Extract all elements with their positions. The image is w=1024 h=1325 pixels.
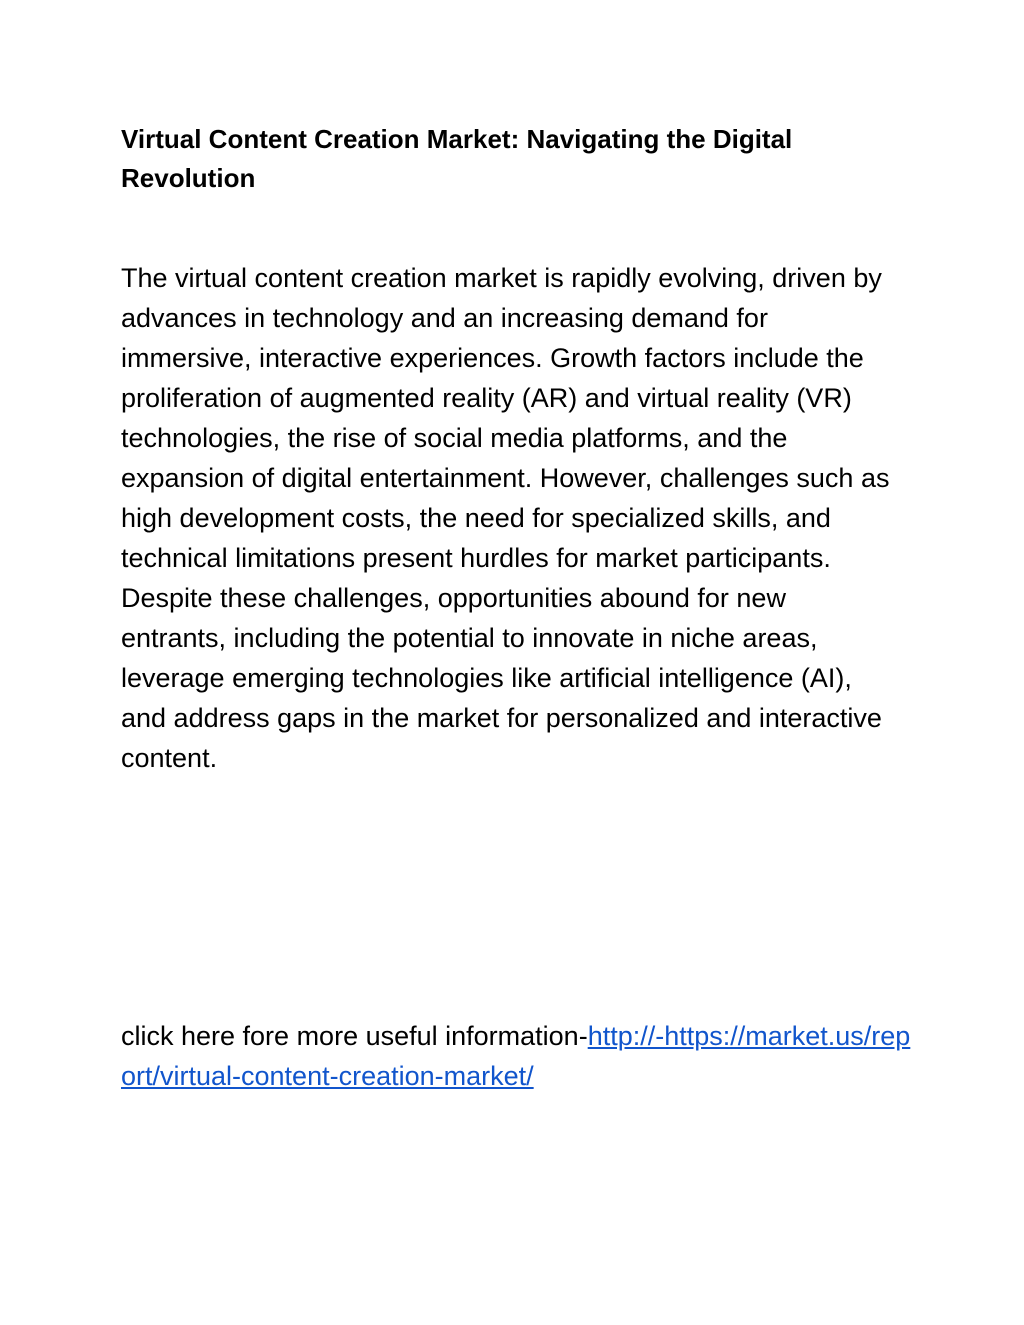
body-paragraph: The virtual content creation market is rapidly evolving, driven by advances in technology and an increasing demand for immersive, interactive experiences. Growth factors include the proliferation of augmented reality (AR) and virtual reality (VR) technologies, the rise of social media platforms, and the expansion of digital entertainment. However, challenges such as high development costs, the need for specialized skills, and technical limitations present hurdles for market participants. Despite these challenges, opportunities abound for new entrants, including the potential to innovate in niche areas, leverage emerging technologies like artificial intelligence (AI), and address gaps in the market for personalized and interactive content. xyxy=(121,263,890,773)
document-page xyxy=(121,120,911,778)
footer-note xyxy=(121,1016,911,1096)
report-link[interactable]: http://-https://market.us/report/virtual-content-creation-market/ xyxy=(121,1021,911,1091)
footer-prefix-text: click here fore more useful information- xyxy=(121,1021,588,1051)
document-title: Virtual Content Creation Market: Navigating the Digital Revolution xyxy=(121,124,793,193)
